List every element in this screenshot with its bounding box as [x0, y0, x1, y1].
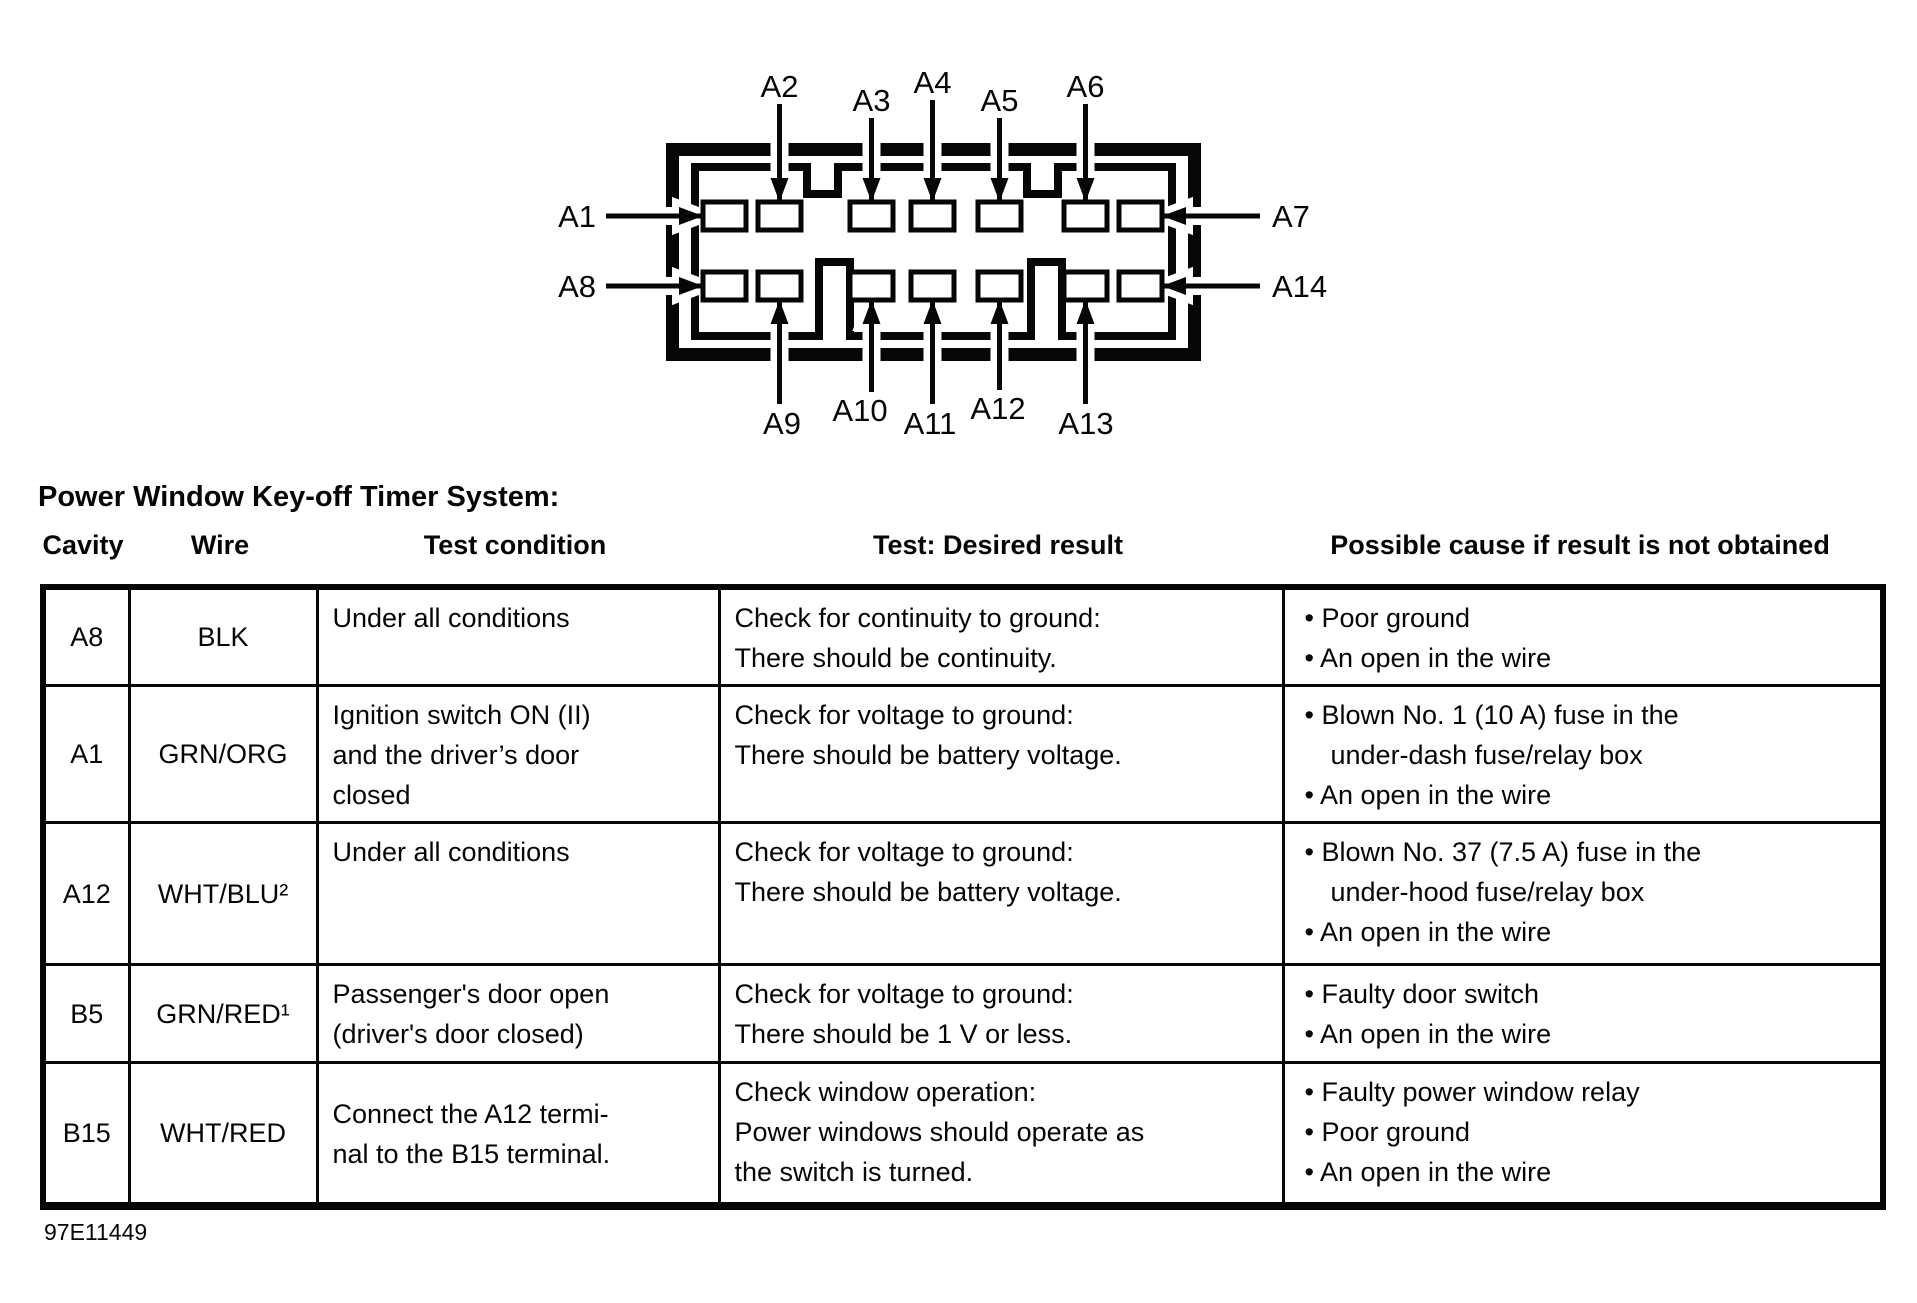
cell-wire: GRN/RED¹: [129, 965, 317, 1063]
pin-A7: [1119, 202, 1162, 230]
pin-label-A10: A10: [832, 393, 888, 428]
pin-A6: [1064, 202, 1107, 230]
table-row: [43, 686, 1883, 823]
cause-item: • Faulty power window relay: [1304, 1077, 1640, 1107]
pin-cavities: [703, 202, 1162, 300]
cell-cavity: B15: [43, 1063, 129, 1206]
cause-item: • Blown No. 1 (10 A) fuse in the under-dash fuse/relay box: [1304, 700, 1679, 770]
pin-label-A1: A1: [558, 199, 596, 234]
pin-A3: [850, 202, 893, 230]
cell-test-condition: Ignition switch ON (II) and the driver’s door closed: [317, 686, 719, 823]
column-header-test-condition: Test condition: [423, 530, 607, 560]
pin-A9: [758, 272, 801, 300]
cell-possible-cause: [1283, 965, 1883, 1063]
connector-diagram: [0, 0, 1917, 470]
pin-label-A9: A9: [763, 406, 801, 441]
cell-possible-cause: [1283, 1063, 1883, 1206]
cause-item: • An open in the wire: [1304, 1157, 1552, 1187]
table-row: [43, 823, 1883, 965]
pin-A12: [978, 272, 1021, 300]
cause-item: • Blown No. 37 (7.5 A) fuse in the under-hood fuse/relay box: [1304, 837, 1702, 907]
pin-A5: [978, 202, 1021, 230]
cause-item: • An open in the wire: [1304, 780, 1552, 810]
cell-cavity: B5: [43, 965, 129, 1063]
cause-item: • An open in the wire: [1304, 643, 1552, 673]
cause-item: • An open in the wire: [1304, 917, 1552, 947]
column-header-desired-result: Test: Desired result: [872, 530, 1124, 560]
pin-A4: [911, 202, 954, 230]
cell-test-condition: Passenger's door open (driver's door closed): [317, 965, 719, 1063]
column-header-possible-cause: Possible cause if result is not obtained: [1330, 530, 1830, 560]
pin-label-A5: A5: [980, 83, 1019, 118]
pin-label-A6: A6: [1066, 69, 1105, 104]
cell-test-condition: Under all conditions: [317, 823, 719, 965]
pin-label-A7: A7: [1272, 199, 1310, 234]
column-header-wire: Wire: [190, 530, 250, 560]
cell-desired-result: Check for voltage to ground: There should be battery voltage.: [719, 823, 1283, 965]
pin-label-A8: A8: [558, 269, 596, 304]
cell-cavity: A12: [43, 823, 129, 965]
pin-label-A3: A3: [852, 83, 891, 118]
table-row: [43, 1063, 1883, 1206]
pin-label-A2: A2: [760, 69, 799, 104]
cell-test-condition: Connect the A12 termi- nal to the B15 terminal.: [317, 1063, 719, 1206]
pin-A1: [703, 202, 746, 230]
pin-label-A12: A12: [970, 391, 1026, 426]
test-table-body: [43, 587, 1883, 1206]
pin-A10: [850, 272, 893, 300]
pin-label-A13: A13: [1058, 406, 1114, 441]
cell-cavity: A1: [43, 686, 129, 823]
cell-desired-result: Check window operation: Power windows should operate as the switch is turned.: [719, 1063, 1283, 1206]
pin-A14: [1119, 272, 1162, 300]
pin-A11: [911, 272, 954, 300]
cell-desired-result: Check for voltage to ground: There should be battery voltage.: [719, 686, 1283, 823]
cell-test-condition: Under all conditions: [317, 587, 719, 686]
cause-item: • Poor ground: [1304, 603, 1471, 633]
pin-A2: [758, 202, 801, 230]
pin-label-A11: A11: [903, 406, 957, 441]
cell-wire: WHT/BLU²: [129, 823, 317, 965]
pin-A8: [703, 272, 746, 300]
cause-item: • Poor ground: [1304, 1117, 1471, 1147]
cell-possible-cause: [1283, 823, 1883, 965]
pin-A13: [1064, 272, 1107, 300]
cause-item: • An open in the wire: [1304, 1019, 1552, 1049]
test-table: [40, 584, 1886, 1210]
cell-desired-result: Check for continuity to ground: There should be continuity.: [719, 587, 1283, 686]
column-header-cavity: Cavity: [42, 530, 124, 560]
cell-desired-result: Check for voltage to ground: There should be 1 V or less.: [719, 965, 1283, 1063]
cell-cavity: A8: [43, 587, 129, 686]
pin-label-A14: A14: [1272, 269, 1328, 304]
cause-item: • Faulty door switch: [1304, 979, 1540, 1009]
table-row: [43, 587, 1883, 686]
figure-code: 97E11449: [44, 1219, 148, 1245]
cell-wire: BLK: [129, 587, 317, 686]
cell-wire: GRN/ORG: [129, 686, 317, 823]
cell-possible-cause: [1283, 587, 1883, 686]
table-row: [43, 965, 1883, 1063]
pin-label-A4: A4: [913, 65, 952, 100]
section-title: Power Window Key-off Timer System:: [38, 481, 560, 513]
cell-wire: WHT/RED: [129, 1063, 317, 1206]
cell-possible-cause: [1283, 686, 1883, 823]
